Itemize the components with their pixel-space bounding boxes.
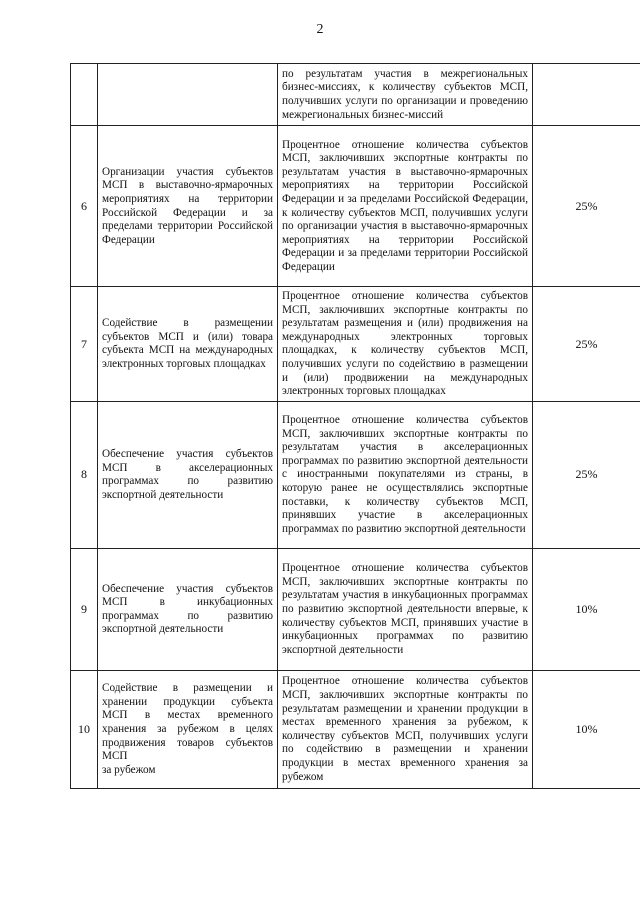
- indicator-text: Процентное отношение количества субъектов МСП, заключивших экспортные контракты по результатам участия в инкубационных программах по развитию экспортной деятельности впервые, к количеству субъектов МСП, принявших участие в инкубационных программах по развитию экспортной деятельности: [278, 548, 533, 670]
- row-number: 10: [71, 670, 98, 788]
- indicator-value: 25%: [533, 401, 640, 548]
- indicator-text: Процентное отношение количества субъектов МСП, заключивших экспортные контракты по результатам участия в акселерационных программах по развитию экспортной деятельности с иностранными покупателями из страны, в которую ранее не осуществлялись экспортные поставки, к количеству субъектов МСП, принявших участие в акселерационных программах по развитию экспортной деятельности: [278, 401, 533, 548]
- indicator-text: Процентное отношение количества субъектов МСП, заключивших экспортные контракты по результатам участия в выставочно-ярмарочных мероприятиях на территории Российской Федерации и за пределами Российской Федерации, к количеству субъектов МСП, получивших услуги по организации участия в выставочно-ярмарочных мероприятиях на территории Российской Федерации и за пределами территории Российской Федерации: [278, 126, 533, 287]
- measure-name-line: Содействие в размещении и хранении продукции субъекта МСП в местах временного хранения за рубежом в целях продвижения товаров субъектов МСП: [102, 682, 273, 763]
- indicator-value: 25%: [533, 126, 640, 287]
- indicator-text: Процентное отношение количества субъектов МСП, заключивших экспортные контракты по результатам размещении и хранении продукции в местах временного хранения за рубежом, к количеству субъектов МСП, получивших услуги по содействию в размещении и хранении продукции в местах временного хранения за рубежом: [278, 670, 533, 788]
- table-row: [71, 126, 640, 287]
- row-number: 8: [71, 401, 98, 548]
- row-number: 6: [71, 126, 98, 287]
- measure-name: Обеспечение участия субъектов МСП в инкубационных программах по развитию экспортной деятельности: [98, 548, 278, 670]
- table-row: [71, 287, 640, 402]
- measure-name: Обеспечение участия субъектов МСП в акселерационных программах по развитию экспортной деятельности: [98, 401, 278, 548]
- support-measures-table: [70, 63, 640, 789]
- measure-name-line: за рубежом: [102, 763, 156, 776]
- row-number: 7: [71, 287, 98, 402]
- measure-name: Организации участия субъектов МСП в выставочно-ярмарочных мероприятиях на территории Российской Федерации и за пределами территории Российской Федерации: [98, 126, 278, 287]
- measure-name: [98, 670, 278, 788]
- table-row: [71, 64, 640, 126]
- page-number: 2: [316, 22, 324, 37]
- indicator-text: Процентное отношение количества субъектов МСП, заключивших экспортные контракты по результатам размещения и (или) продвижения на международных электронных торговых площадках, к количеству субъектов МСП, получивших услуги по содействию в размещении и (или) продвижении на международных электронных торговых площадках: [278, 287, 533, 402]
- indicator-value: [533, 64, 640, 126]
- row-number: 9: [71, 548, 98, 670]
- measure-name: [98, 64, 278, 126]
- table-row: [71, 670, 640, 788]
- indicator-text: по результатам участия в межрегиональных бизнес-миссиях, к количеству субъектов МСП, получивших услуги по организации и проведению межрегиональных бизнес-миссий: [278, 64, 533, 126]
- measure-name: Содействие в размещении субъектов МСП и (или) товара субъекта МСП на международных электронных торговых площадках: [98, 287, 278, 402]
- indicator-value: 10%: [533, 670, 640, 788]
- table-row: [71, 548, 640, 670]
- indicator-value: 25%: [533, 287, 640, 402]
- table-row: [71, 401, 640, 548]
- indicator-value: 10%: [533, 548, 640, 670]
- row-number: [71, 64, 98, 126]
